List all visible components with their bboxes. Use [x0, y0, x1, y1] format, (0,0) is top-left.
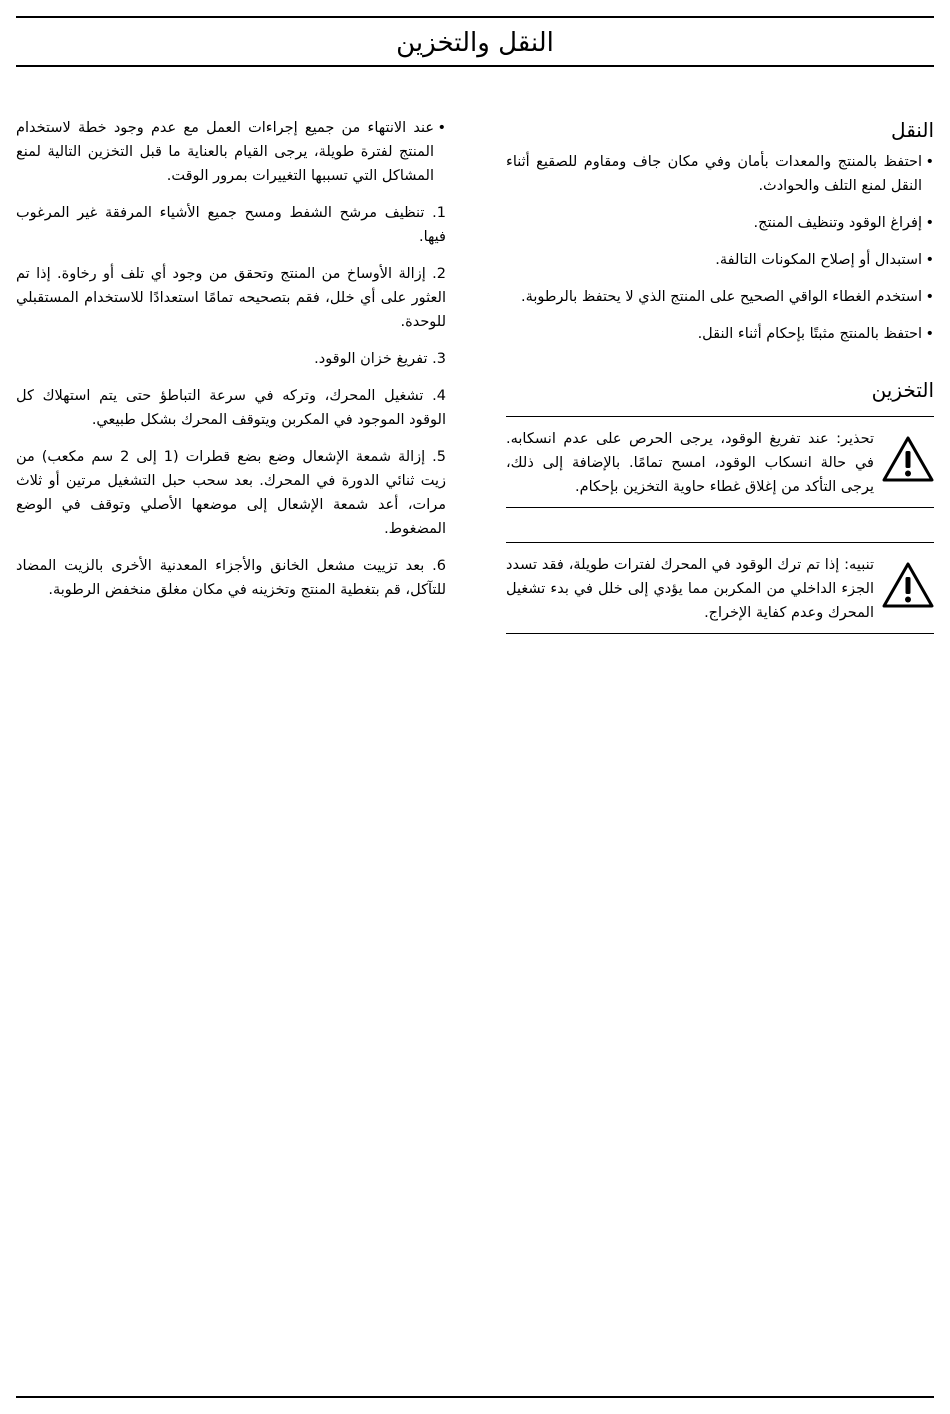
- list-item: [16, 116, 446, 188]
- intro-text: عند الانتهاء من جميع إجراءات العمل مع عدم وجود خطة لاستخدام المنتج لفترة طويلة، يرجى القيام بالعناية ما قبل التخزين التالية لمنع المشاكل التي تسببها التغييرات بمرور الوقت.: [16, 120, 434, 184]
- caution-triangle-icon: [882, 561, 934, 609]
- header-bottom-rule: [16, 65, 934, 67]
- caution-box: [506, 542, 934, 634]
- list-item: [506, 248, 934, 272]
- spacer: [506, 508, 934, 542]
- list-item-text: احتفظ بالمنتج مثبتًا بإحكام أثناء النقل.: [697, 326, 922, 342]
- long-storage-intro-list: [16, 116, 446, 188]
- storage-heading: التخزين: [871, 378, 934, 402]
- step-item: 3. تفريغ خزان الوقود.: [314, 351, 446, 367]
- list-item-text: احتفظ بالمنتج والمعدات بأمان وفي مكان جاف ومقاوم للصقيع أثناء النقل لمنع التلف والحوادث.: [506, 154, 922, 194]
- step-item: 1. تنظيف مرشح الشفط ومسح جميع الأشياء المرفقة غير المرغوب فيها.: [16, 205, 446, 245]
- step-item: 5. إزالة شمعة الإشعال وضع بضع قطرات (1 إلى 2 سم مكعب) من زيت ثنائي الدورة في المحرك. بعد سحب حبل التشغيل مرتين أو ثلاث مرات، أعد شمعة الإشعال إلى موضعها الأصلي وتوقف في الوضع المضغوط.: [16, 449, 446, 537]
- footer-rule: [16, 1396, 934, 1398]
- warning-text: تحذير: عند تفريغ الوقود، يرجى الحرص على عدم انسكابه. في حالة انسكاب الوقود، امسح تمامًا. بالإضافة إلى ذلك، يرجى التأكد من إغلاق غطاء حاوية التخزين بإحكام.: [506, 431, 874, 495]
- bullet-icon: •: [925, 326, 934, 342]
- step-item: 4. تشغيل المحرك، وتركه في سرعة التباطؤ حتى يتم استهلاك كل الوقود الموجود في المكربن ويتوقف المحرك بشكل طبيعي.: [16, 388, 446, 428]
- long-storage-steps: [16, 201, 446, 602]
- bullet-icon: •: [925, 154, 934, 170]
- bullet-icon: •: [925, 252, 934, 268]
- bullet-icon: •: [925, 289, 934, 305]
- list-item-text: استخدم الغطاء الواقي الصحيح على المنتج الذي لا يحتفظ بالرطوبة.: [520, 289, 922, 305]
- list-item: [506, 150, 934, 198]
- transport-list: [506, 150, 934, 346]
- warning-triangle-icon: [882, 435, 934, 483]
- bullet-icon: •: [925, 215, 934, 231]
- bullet-icon: •: [437, 120, 446, 136]
- left-column: [16, 116, 446, 615]
- warning-box: [506, 416, 934, 508]
- step-item: 6. بعد تزييت مشعل الخانق والأجزاء المعدنية الأخرى بالزيت المضاد للتآكل، قم بتغطية المنتج وتخزينه في مكان مغلق منخفض الرطوبة.: [16, 558, 446, 598]
- list-item-text: إفراغ الوقود وتنظيف المنتج.: [753, 215, 922, 231]
- list-item: [506, 285, 934, 309]
- header-top-rule: [16, 16, 934, 18]
- page-title: النقل والتخزين: [396, 28, 554, 58]
- list-item: [506, 211, 934, 235]
- right-column: [506, 116, 934, 634]
- transport-heading: النقل: [891, 118, 934, 142]
- step-item: 2. إزالة الأوساخ من المنتج وتحقق من وجود أي تلف أو رخاوة. إذا تم العثور على أي خلل، فقم بتصحيحه تمامًا استعدادًا للاستخدام المستقبلي للوحدة.: [16, 266, 446, 330]
- list-item: [506, 322, 934, 346]
- caution-text: تنبيه: إذا تم ترك الوقود في المحرك لفترات طويلة، فقد تسدد الجزء الداخلي من المكربن مما يؤدي إلى خلل في بدء تشغيل المحرك وعدم كفاية الإخراج.: [506, 557, 874, 621]
- list-item-text: استبدال أو إصلاح المكونات التالفة.: [715, 252, 922, 268]
